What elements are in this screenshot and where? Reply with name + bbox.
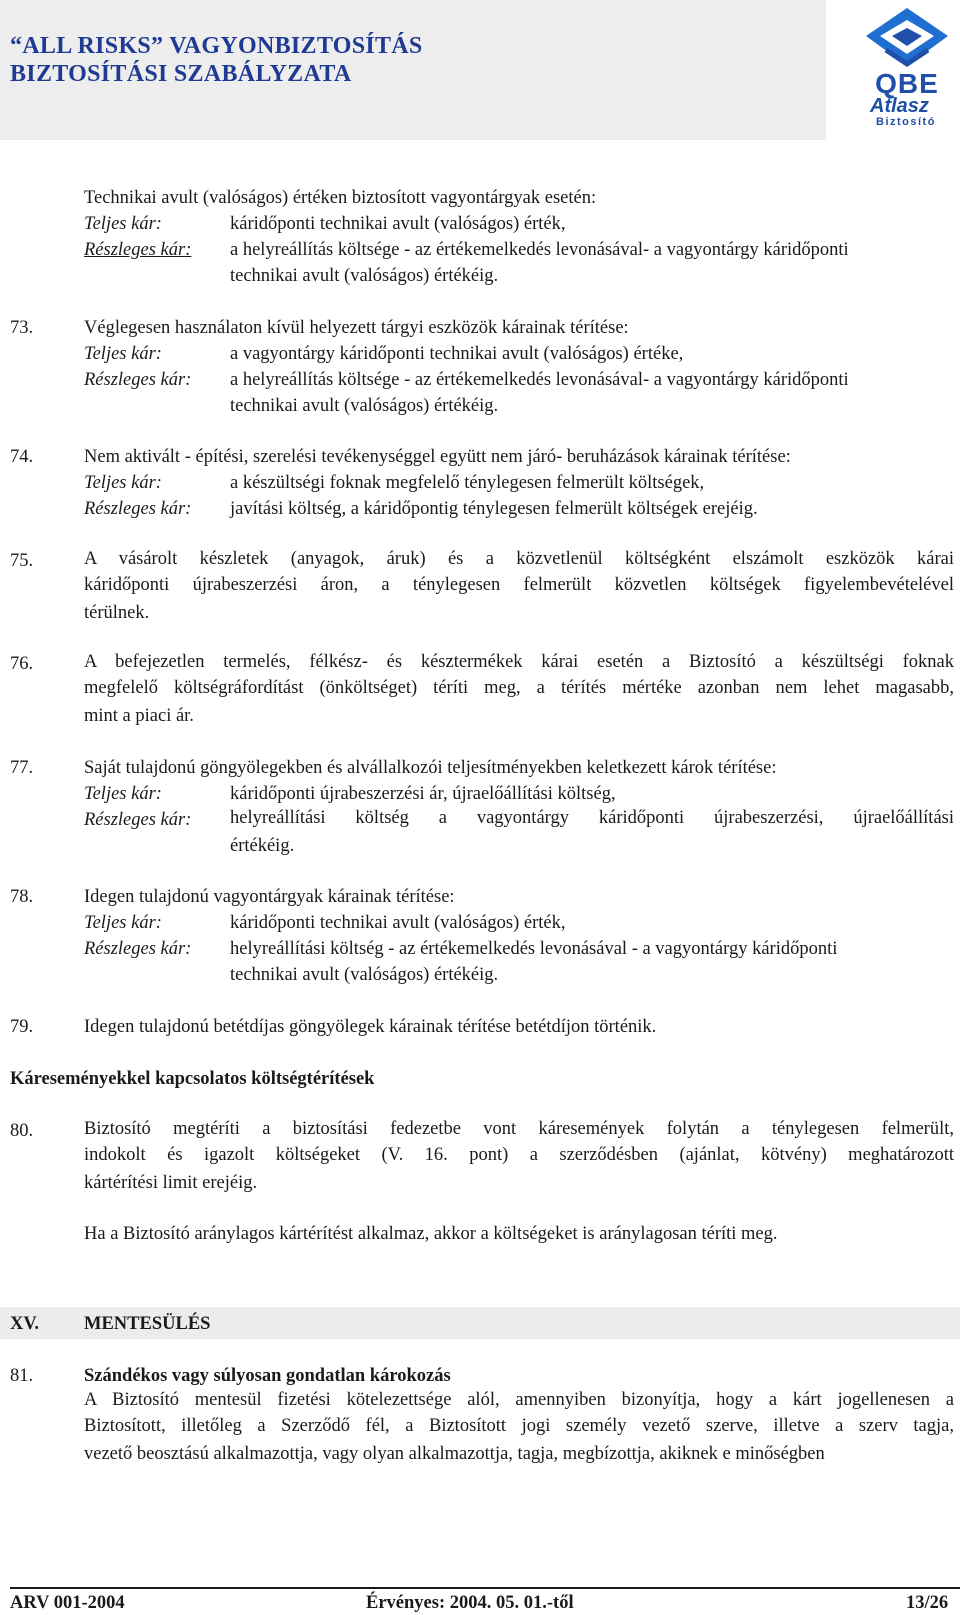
item-80-number: 80. xyxy=(10,1121,34,1141)
item-74-partial-label: Részleges kár: xyxy=(84,499,192,519)
item-81-heading: Szándékos vagy súlyosan gondatlan károkozás xyxy=(84,1366,451,1386)
item-81-line3: vezető beosztású alkalmazottja, vagy olyan alkalmazottja, tagja, megbízottja, akiknek e minőségben xyxy=(84,1444,825,1464)
intro-partial-label xyxy=(84,239,191,261)
footer-rule xyxy=(10,1587,960,1589)
section-number: XV. xyxy=(10,1314,39,1334)
item-74-number: 74. xyxy=(10,447,34,467)
item-73-partial-text-2: technikai avult (valóságos) értékéig. xyxy=(230,396,499,416)
logo-brand: QBE xyxy=(875,68,939,99)
intro-partial-text-2: technikai avult (valóságos) értékéig. xyxy=(230,266,499,286)
item-77-full-text: káridőponti újrabeszerzési ár, újraelőállítási költség, xyxy=(230,784,616,804)
item-75-number: 75. xyxy=(10,551,34,571)
item-77-partial-text-1: helyreállítási költség a vagyontárgy káridőponti újrabeszerzési, újraelőállítási xyxy=(230,808,954,828)
logo-name: Atlasz xyxy=(870,95,929,117)
item-79-text: Idegen tulajdonú betétdíjas göngyölegek kárainak térítése betétdíjon történik. xyxy=(84,1017,657,1037)
document-title-line2: BIZTOSÍTÁSI SZABÁLYZATA xyxy=(10,61,352,87)
intro-partial-label-text: Részleges kár: xyxy=(84,240,192,260)
intro-partial-text-1: a helyreállítás költsége - az értékemelkedés levonásával- a vagyontárgy káridőponti xyxy=(230,240,849,260)
item-76-line3: mint a piaci ár. xyxy=(84,706,194,726)
qbe-emblem-icon xyxy=(862,6,952,68)
document-title-line1: “ALL RISKS” VAGYONBIZTOSÍTÁS xyxy=(10,33,423,59)
item-73-full-text: a vagyontárgy káridőponti technikai avult (valóságos) értéke, xyxy=(230,344,684,364)
intro-full-label: Teljes kár: xyxy=(84,214,162,234)
item-78-number: 78. xyxy=(10,887,34,907)
item-77-heading: Saját tulajdonú göngyölegekben és alvállalkozói teljesítményekben keletkezett károk térítése: xyxy=(84,758,777,778)
qbe-atlasz-logo-icon xyxy=(862,6,952,128)
footer-code: ARV 001-2004 xyxy=(10,1593,125,1613)
item-77-partial-text-2: értékéig. xyxy=(230,836,295,856)
item-76-line1: A befejezetlen termelés, félkész- és késztermékek kárai esetén a Biztosító a készültségi foknak xyxy=(84,652,954,672)
logo-subtitle: Biztosító xyxy=(876,116,936,128)
item-75-line3: térülnek. xyxy=(84,603,150,623)
item-75-line1: A vásárolt készletek (anyagok, áruk) és a közvetlenül költségként elszámolt eszközök kárai xyxy=(84,549,954,569)
footer-valid: Érvényes: 2004. 05. 01.-től xyxy=(366,1593,574,1613)
item-74-full-label: Teljes kár: xyxy=(84,473,162,493)
item-77-full-label: Teljes kár: xyxy=(84,784,162,804)
item-78-full-text: káridőponti technikai avult (valóságos) érték, xyxy=(230,913,566,933)
item-81-number: 81. xyxy=(10,1366,34,1386)
item-78-partial-label: Részleges kár: xyxy=(84,939,192,959)
intro-full-text: káridőponti technikai avult (valóságos) érték, xyxy=(230,214,566,234)
item-77-number: 77. xyxy=(10,758,34,778)
item-76-line2: megfelelő költségráfordítást (önköltséget) téríti meg, a térítés mértéke azonban nem lehet magasabb, xyxy=(84,678,954,698)
item-80-line3: kártérítési limit erejéig. xyxy=(84,1173,258,1193)
document-title xyxy=(10,32,423,88)
item-73-full-label: Teljes kár: xyxy=(84,344,162,364)
footer-page: 13/26 xyxy=(906,1593,949,1613)
item-74-full-text: a készültségi foknak megfelelő ténylegesen felmerült költségek, xyxy=(230,473,705,493)
item-76-number: 76. xyxy=(10,654,34,674)
item-80-line1: Biztosító megtéríti a biztosítási fedezetbe vont káresemények folytán a ténylegesen felmerült, xyxy=(84,1119,954,1139)
document-header xyxy=(0,0,826,140)
item-74-heading: Nem aktivált - építési, szerelési tevékenységgel együtt nem járó- beruházások kárainak térítése: xyxy=(84,447,791,467)
intro-heading: Technikai avult (valóságos) értéken biztosított vagyontárgyak esetén: xyxy=(84,188,597,208)
section-title: MENTESÜLÉS xyxy=(84,1314,211,1334)
item-78-partial-text-2: technikai avult (valóságos) értékéig. xyxy=(230,965,499,985)
item-73-number: 73. xyxy=(10,318,34,338)
item-80-paragraph2: Ha a Biztosító aránylagos kártérítést alkalmaz, akkor a költségeket is aránylagosan téríti meg. xyxy=(84,1224,778,1244)
item-74-partial-text: javítási költség, a káridőpontig ténylegesen felmerült költségek erejéig. xyxy=(230,499,758,519)
item-77-partial-label: Részleges kár: xyxy=(84,810,192,830)
item-73-partial-text-1: a helyreállítás költsége - az értékemelkedés levonásával- a vagyontárgy káridőponti xyxy=(230,370,849,390)
item-81-line2: Biztosított, illetőleg a Szerződő fél, a Biztosított jogi személy vezető szerve, illetve a szerv tagja, xyxy=(84,1416,954,1436)
item-78-full-label: Teljes kár: xyxy=(84,913,162,933)
item-73-heading: Véglegesen használaton kívül helyezett tárgyi eszközök kárainak térítése: xyxy=(84,318,629,338)
item-78-partial-text-1: helyreállítási költség - az értékemelkedés levonásával - a vagyontárgy káridőponti xyxy=(230,939,838,959)
item-79-number: 79. xyxy=(10,1017,34,1037)
item-81-line1: A Biztosító mentesül fizetési kötelezettsége alól, amennyiben bizonyítja, hogy a kárt jogellenesen a xyxy=(84,1390,954,1410)
item-80-line2: indokolt és igazolt költségeket (V. 16. pont) a szerződésben (ajánlat, kötvény) meghatározott xyxy=(84,1145,954,1165)
subsection-title: Káreseményekkel kapcsolatos költségtérítések xyxy=(10,1069,375,1089)
item-73-partial-label: Részleges kár: xyxy=(84,370,192,390)
item-78-heading: Idegen tulajdonú vagyontárgyak kárainak térítése: xyxy=(84,887,455,907)
item-75-line2: káridőponti újrabeszerzési áron, a ténylegesen felmerült közvetlen költségek figyelembevételével xyxy=(84,575,954,595)
